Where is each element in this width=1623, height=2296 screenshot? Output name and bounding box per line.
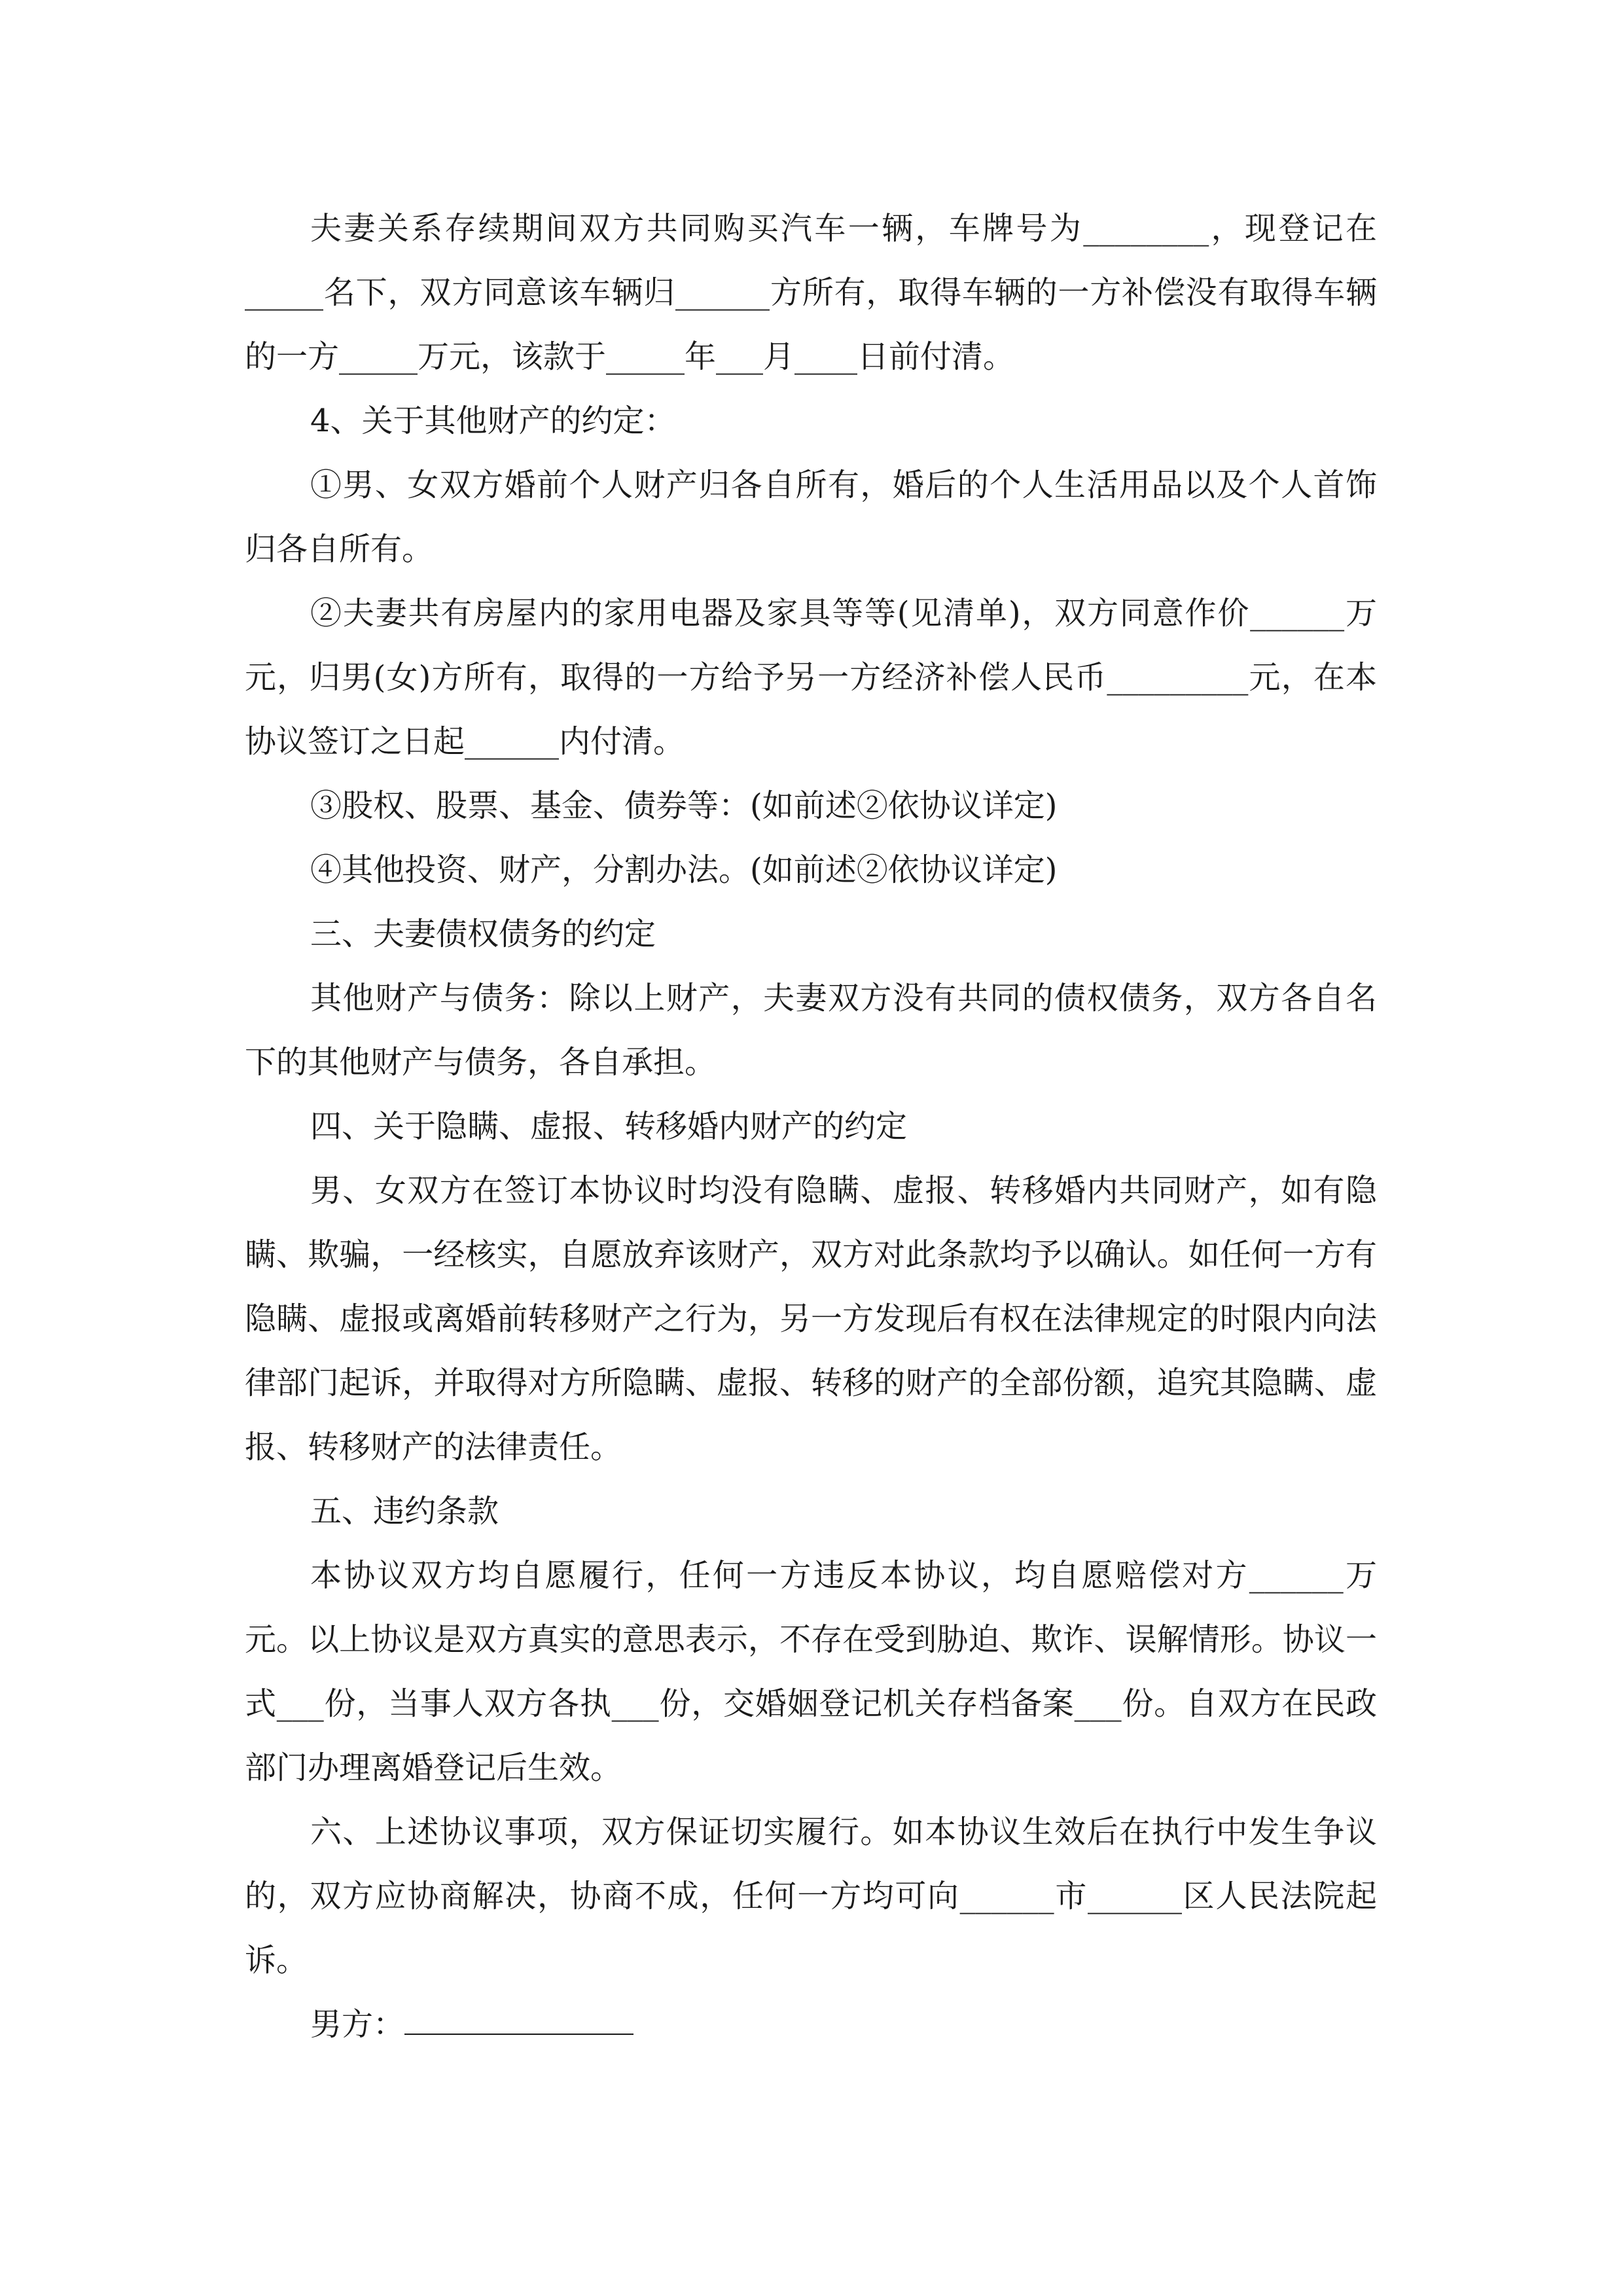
heading-breach: 五、违约条款: [310, 1493, 499, 1530]
heading-concealment: 四、关于隐瞒、虚报、转移婚内财产的约定: [310, 1108, 908, 1145]
paragraph-concealment: 男、女双方在签订本协议时均没有隐瞒、虚报、转移婚内共同财产，如有隐瞒、欺骗，一经核实，自愿放弃该财产，双方对此条款均予以确认。如任何一方有隐瞒、虚报或离婚前转移财产之行为，另一方发现后有权在法律规定的时限内向法律部门起诉，并取得对方所隐瞒、虚报、转移的财产的全部份额，追究其隐瞒、虚报、转移财产的法律责任。: [245, 1172, 1377, 1465]
heading-debts: 三、夫妻债权债务的约定: [310, 916, 656, 952]
paragraph-appliances: ②夫妻共有房屋内的家用电器及家具等等(见清单)，双方同意作价______万元，归男(女)方所有，取得的一方给予另一方经济补偿人民币_________元，在本协议签订之日起______内付清。: [245, 595, 1377, 760]
paragraph-equity: ③股权、股票、基金、债券等：(如前述②依协议详定): [310, 787, 1058, 824]
document-page: [245, 196, 1377, 2056]
paragraph-other-investment: ④其他投资、财产，分割办法。(如前述②依协议详定): [310, 852, 1058, 888]
signature-label: 男方：: [310, 2006, 405, 2043]
signature-male: [245, 1992, 1377, 2056]
signature-line: [404, 2005, 633, 2035]
paragraph-premarital-property: ①男、女双方婚前个人财产归各自所有，婚后的个人生活用品以及个人首饰归各自所有。: [245, 467, 1377, 567]
paragraph-breach: 本协议双方均自愿履行，任何一方违反本协议，均自愿赔偿对方______万元。以上协议是双方真实的意思表示，不存在受到胁迫、欺诈、误解情形。协议一式___份，当事人双方各执___份，交婚姻登记机关存档备案___份。自双方在民政部门办理离婚登记后生效。: [245, 1557, 1377, 1786]
paragraph-vehicle: 夫妻关系存续期间双方共同购买汽车一辆，车牌号为________，现登记在_____名下，双方同意该车辆归______方所有，取得车辆的一方补偿没有取得车辆的一方_____万元，该款于_____年___月____日前付清。: [245, 210, 1377, 375]
paragraph-dispute: 六、上述协议事项，双方保证切实履行。如本协议生效后在执行中发生争议的，双方应协商解决，协商不成，任何一方均可向______市______区人民法院起诉。: [245, 1814, 1377, 1979]
heading-other-property: 4、关于其他财产的约定：: [310, 403, 676, 439]
paragraph-debts: 其他财产与债务：除以上财产，夫妻双方没有共同的债权债务，双方各自名下的其他财产与债务，各自承担。: [245, 980, 1377, 1081]
